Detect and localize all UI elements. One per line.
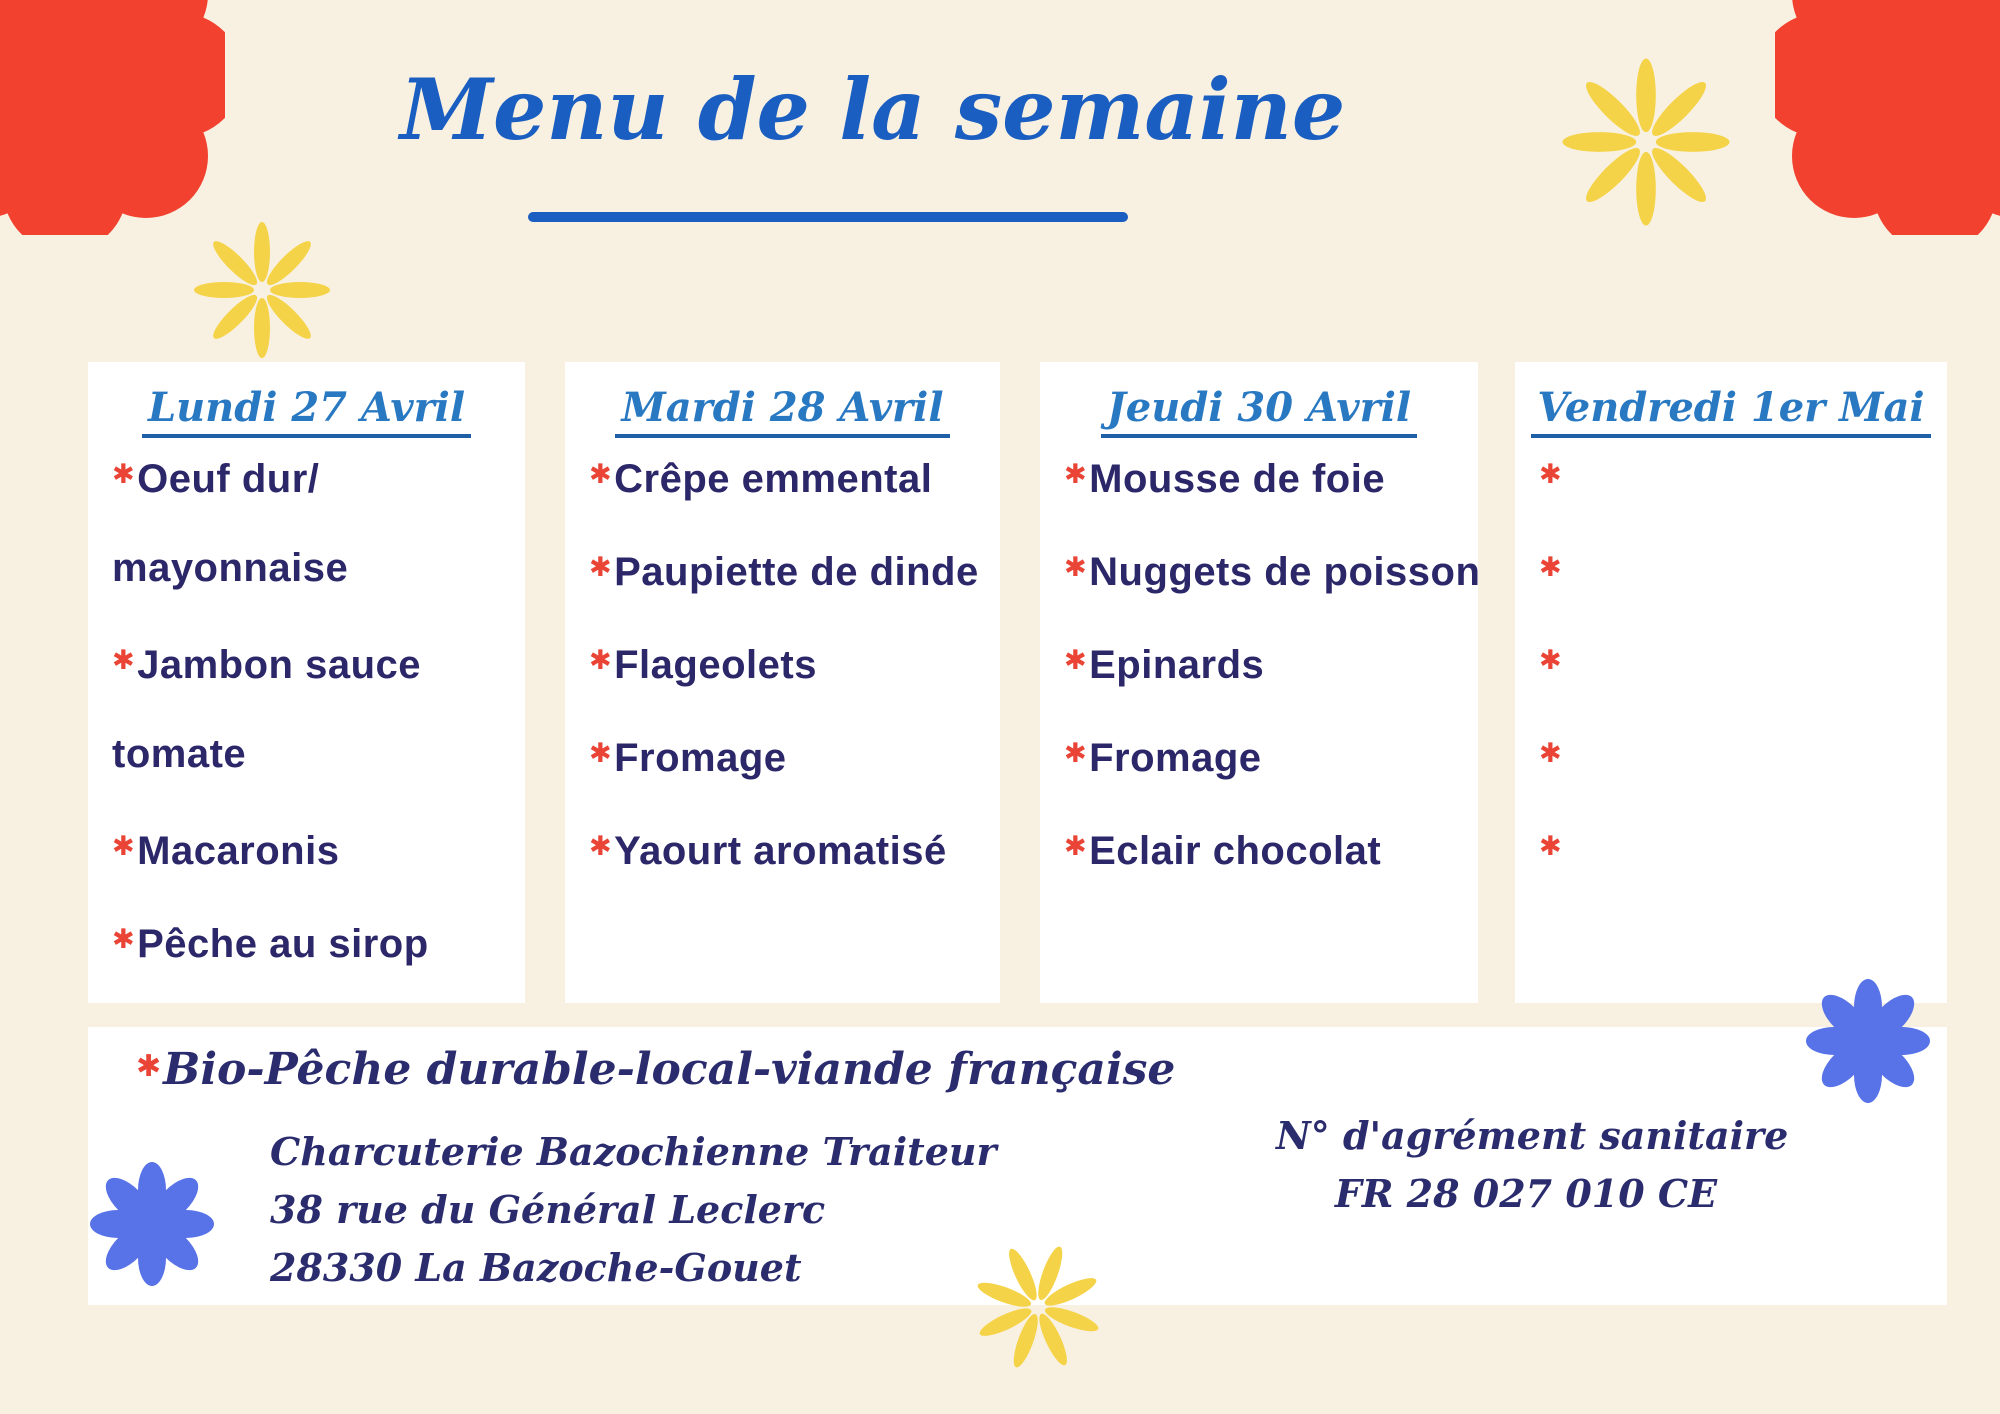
asterisk-icon: ✱ — [1539, 552, 1563, 583]
menu-item-text: Flageolets — [614, 643, 817, 687]
menu-item-text: Yaourt aromatisé — [614, 829, 947, 873]
asterisk-icon: ✱ — [1064, 738, 1088, 769]
asterisk-icon: ✱ — [1539, 459, 1563, 490]
menu-item — [112, 824, 517, 917]
menu-item — [112, 917, 517, 1010]
address-line-business: Charcuterie Bazochienne Traiteur — [270, 1129, 997, 1174]
menu-item — [1539, 824, 1939, 917]
menu-item-text: tomate — [112, 732, 247, 776]
sanitary-block — [1276, 1107, 1789, 1223]
asterisk-icon: ✱ — [589, 738, 613, 769]
menu-item — [1539, 638, 1939, 731]
menu-item — [589, 452, 992, 545]
menu-item-text: Mousse de foie — [1089, 457, 1386, 501]
menu-item — [589, 731, 992, 824]
asterisk-icon: ✱ — [589, 645, 613, 676]
menu-item — [1064, 452, 1470, 545]
page-title: Menu de la semaine — [400, 60, 1346, 159]
legend-line — [136, 1041, 1175, 1096]
asterisk-icon: ✱ — [112, 645, 136, 676]
address-line-street: 38 rue du Général Leclerc — [270, 1187, 826, 1232]
sanitary-number: FR 28 027 010 CE — [1334, 1171, 1718, 1216]
menu-item-text: Epinards — [1089, 643, 1265, 687]
address-line-city: 28330 La Bazoche-Gouet — [270, 1245, 802, 1290]
menu-item-text: Pêche au sirop — [137, 922, 429, 966]
day-card-title: Mardi 28 Avril — [615, 384, 949, 438]
menu-item — [112, 452, 517, 545]
menu-item — [1539, 731, 1939, 824]
day-card-jeudi — [1040, 362, 1481, 1003]
menu-item-list — [88, 452, 525, 1010]
red-corner-flower-top-right — [1775, 0, 2000, 235]
yellow-sparkle-top-left — [192, 220, 332, 360]
menu-item — [1064, 545, 1481, 638]
day-card-vendredi — [1515, 362, 1947, 1003]
menu-item — [1539, 545, 1939, 638]
day-card-title: Lundi 27 Avril — [142, 384, 471, 438]
menu-item-text: Oeuf dur/ — [137, 457, 320, 501]
menu-item-text: Fromage — [1089, 736, 1262, 780]
asterisk-icon: ✱ — [1064, 459, 1088, 490]
menu-item-text: Paupiette de dinde — [614, 550, 979, 594]
asterisk-icon: ✱ — [589, 552, 613, 583]
menu-item — [589, 545, 992, 638]
menu-item-text: mayonnaise — [112, 546, 349, 590]
day-card-title: Vendredi 1er Mai — [1531, 384, 1930, 438]
menu-item-text: Eclair chocolat — [1089, 829, 1382, 873]
menu-item-text: Macaronis — [137, 829, 340, 873]
menu-item — [1064, 824, 1470, 917]
menu-item — [112, 731, 517, 824]
menu-item — [589, 824, 992, 917]
menu-item-list — [1515, 452, 1947, 917]
menu-item-list — [1040, 452, 1481, 917]
day-card-title: Jeudi 30 Avril — [1101, 384, 1417, 438]
asterisk-icon: ✱ — [136, 1049, 162, 1084]
address-block — [270, 1123, 997, 1297]
menu-item — [1064, 638, 1470, 731]
asterisk-icon: ✱ — [1539, 645, 1563, 676]
red-corner-flower-top-left — [0, 0, 225, 235]
asterisk-icon: ✱ — [1064, 831, 1088, 862]
menu-item — [1539, 452, 1939, 545]
menu-item — [112, 638, 517, 731]
menu-item-text: Crêpe emmental — [614, 457, 933, 501]
asterisk-icon: ✱ — [589, 831, 613, 862]
menu-item — [112, 545, 517, 638]
menu-item-text: Nuggets de poisson — [1089, 550, 1481, 594]
menu-item-text: Jambon sauce — [137, 643, 422, 687]
menu-item-text: Fromage — [614, 736, 787, 780]
menu-item — [1064, 731, 1470, 824]
title-underline — [528, 212, 1128, 222]
asterisk-icon: ✱ — [589, 459, 613, 490]
legend-text: Bio-Pêche durable-local-viande française — [163, 1044, 1176, 1095]
day-card-mardi — [565, 362, 1000, 1003]
asterisk-icon: ✱ — [1064, 645, 1088, 676]
yellow-sparkle-top-right — [1560, 56, 1732, 228]
asterisk-icon: ✱ — [112, 831, 136, 862]
asterisk-icon: ✱ — [1539, 831, 1563, 862]
footer-box — [88, 1027, 1947, 1305]
asterisk-icon: ✱ — [112, 924, 136, 955]
asterisk-icon: ✱ — [112, 459, 136, 490]
asterisk-icon: ✱ — [1064, 552, 1088, 583]
sanitary-label: N° d'agrément sanitaire — [1276, 1113, 1789, 1158]
menu-item-list — [565, 452, 1000, 917]
day-card-lundi — [88, 362, 525, 1003]
menu-item — [589, 638, 992, 731]
asterisk-icon: ✱ — [1539, 738, 1563, 769]
